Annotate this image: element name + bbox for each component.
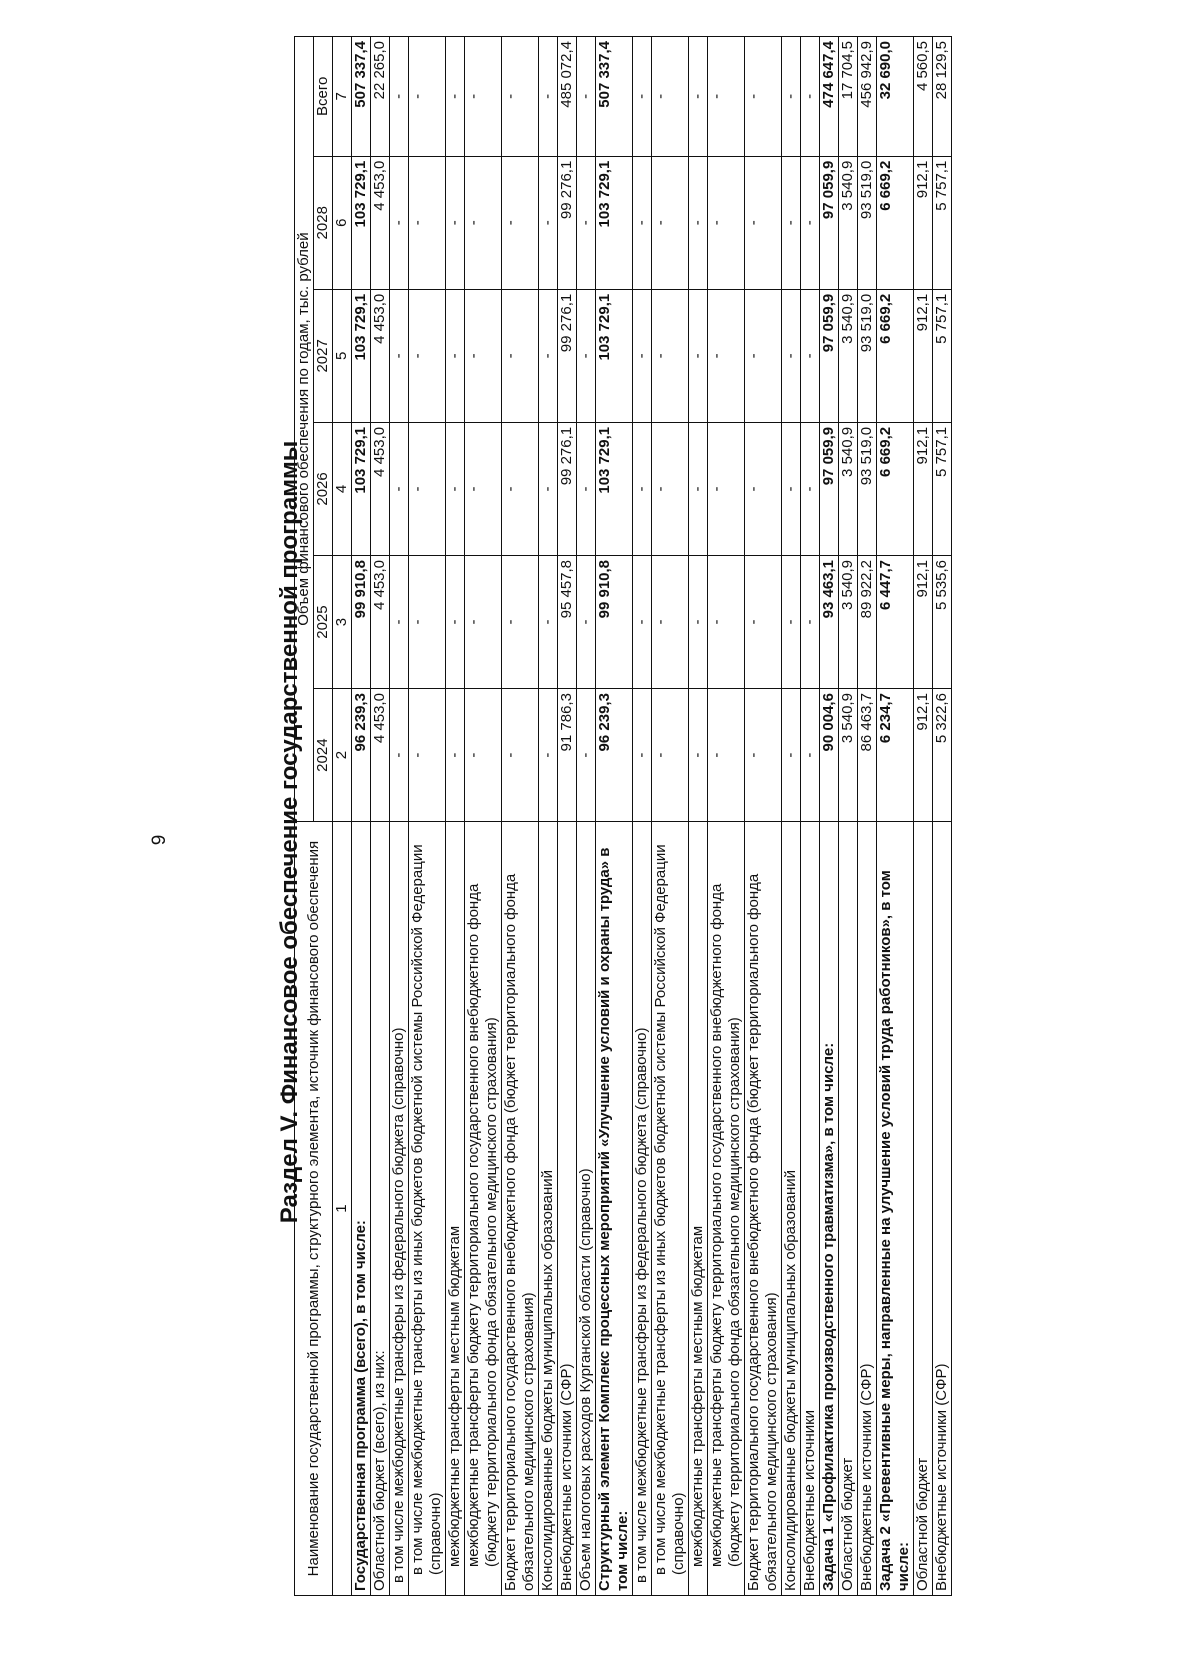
financing-table-wrapper [294,36,1060,1596]
row-year-value: - [465,422,502,555]
col-number-row [333,37,352,1596]
row-total-value: - [577,37,596,157]
row-total-value: - [465,37,502,157]
row-year-value: - [409,156,446,289]
row-label: Внебюджетные источники (СФР) [858,822,877,1596]
row-label: Структурный элемент Комплекс процессных мероприятий «Улучшение условий и охраны труда» в том числе: [596,822,633,1596]
row-total-value: - [652,37,689,157]
row-year-value: - [652,156,689,289]
row-total-value: - [539,37,558,157]
table-row [465,37,502,1596]
row-year-value: 103 729,1 [596,156,633,289]
row-year-value: 103 729,1 [596,422,633,555]
row-year-value: - [745,156,782,289]
row-year-value: 5 535,6 [933,555,952,688]
row-year-value: - [465,555,502,688]
table-row [577,37,596,1596]
row-year-value: - [465,689,502,822]
row-year-value: 90 004,6 [820,689,839,822]
row-year-value: 89 922,2 [858,555,877,688]
col-number: 5 [333,289,352,422]
row-year-value: - [633,555,652,688]
row-total-value: - [633,37,652,157]
year-header: 2028 [314,156,333,289]
row-total-value: - [446,37,465,157]
col-number: 2 [333,689,352,822]
row-year-value: - [801,422,820,555]
col-header-name: Наименование государственной программы, структурного элемента, источник финансового обеспечения [295,822,333,1596]
row-year-value: 86 463,7 [858,689,877,822]
row-year-value: 3 540,9 [839,555,858,688]
row-year-value: 99 276,1 [558,289,577,422]
col-number: 1 [333,822,352,1596]
table-row [446,37,465,1596]
row-year-value: - [689,689,708,822]
row-year-value: 6 447,7 [877,555,914,688]
row-year-value: 4 453,0 [371,422,390,555]
table-row [502,37,539,1596]
row-total-value: 32 690,0 [877,37,914,157]
row-year-value: 93 519,0 [858,289,877,422]
table-row [596,37,633,1596]
row-label: межбюджетные трансферты бюджету территориального государственного внебюджетного фонда (бюджету территориального фонда обязательного медицинского страхования) [465,822,502,1596]
row-year-value: 96 239,3 [596,689,633,822]
row-year-value: - [409,422,446,555]
row-year-value: - [409,289,446,422]
row-label: в том числе межбюджетные трансферты из иных бюджетов бюджетной системы Российской Федерации (справочно) [409,822,446,1596]
row-total-value: 485 072,4 [558,37,577,157]
year-header: 2026 [314,422,333,555]
row-year-value: 912,1 [914,289,933,422]
row-label: Задача 1 «Профилактика производственного травматизма», в том числе: [820,822,839,1596]
row-year-value: - [782,555,801,688]
row-year-value: - [390,555,409,688]
row-year-value: - [390,289,409,422]
row-total-value: - [745,37,782,157]
row-year-value: - [689,289,708,422]
row-year-value: 103 729,1 [352,289,371,422]
row-year-value: - [652,689,689,822]
row-year-value: - [502,555,539,688]
row-year-value: - [502,289,539,422]
row-total-value: - [502,37,539,157]
year-header: 2024 [314,689,333,822]
row-year-value: 6 669,2 [877,289,914,422]
row-label: в том числе межбюджетные трансферы из федерального бюджета (справочно) [390,822,409,1596]
row-year-value: - [745,422,782,555]
table-row [352,37,371,1596]
row-label: Консолидированные бюджеты муниципальных образований [782,822,801,1596]
row-year-value: - [633,422,652,555]
section-title: Раздел V. Финансовое обеспечение государственной программы [276,440,303,1224]
row-label: Бюджет территориального государственного внебюджетного фонда (бюджет территориального фонда обязательного медицинского страхования) [502,822,539,1596]
row-label: Внебюджетные источники (СФР) [558,822,577,1596]
total-header: Всего [314,37,333,157]
row-year-value: - [782,156,801,289]
table-row [801,37,820,1596]
row-year-value: - [782,289,801,422]
row-year-value: - [390,156,409,289]
table-row [652,37,689,1596]
col-number: 3 [333,555,352,688]
row-label: межбюджетные трансферты местным бюджетам [446,822,465,1596]
row-label: Областной бюджет [839,822,858,1596]
table-row [933,37,952,1596]
col-number: 6 [333,156,352,289]
row-year-value: - [708,289,745,422]
row-year-value: - [801,689,820,822]
row-year-value: - [539,555,558,688]
row-year-value: - [633,156,652,289]
row-total-value: 17 704,5 [839,37,858,157]
row-total-value: - [782,37,801,157]
row-label: межбюджетные трансферты местным бюджетам [689,822,708,1596]
row-year-value: - [652,555,689,688]
row-total-value: 22 265,0 [371,37,390,157]
row-total-value: 456 942,9 [858,37,877,157]
row-total-value: 507 337,4 [352,37,371,157]
row-year-value: - [801,555,820,688]
row-year-value: - [539,156,558,289]
row-year-value: 3 540,9 [839,422,858,555]
table-row [689,37,708,1596]
col-header-group: Объем финансового обеспечения по годам, тыс. рублей [295,37,314,822]
row-year-value: 912,1 [914,422,933,555]
row-label: в том числе межбюджетные трансферы из федерального бюджета (справочно) [633,822,652,1596]
row-total-value: 507 337,4 [596,37,633,157]
row-year-value: 5 757,1 [933,422,952,555]
row-year-value: - [708,689,745,822]
row-year-value: 103 729,1 [352,156,371,289]
row-total-value: 28 129,5 [933,37,952,157]
table-row [914,37,933,1596]
row-year-value: - [577,289,596,422]
row-year-value: - [409,689,446,822]
table-row [820,37,839,1596]
table-row [782,37,801,1596]
row-year-value: 5 757,1 [933,289,952,422]
col-number: 4 [333,422,352,555]
row-year-value: 93 463,1 [820,555,839,688]
row-label: межбюджетные трансферты бюджету территориального государственного внебюджетного фонда (бюджету территориального фонда обязательного медицинского страхования) [708,822,745,1596]
row-year-value: - [689,555,708,688]
financing-table [294,36,952,1596]
row-total-value: 4 560,5 [914,37,933,157]
row-year-value: 97 059,9 [820,156,839,289]
row-year-value: - [465,289,502,422]
row-year-value: 97 059,9 [820,422,839,555]
row-label: Государственная программа (всего), в том числе: [352,822,371,1596]
row-year-value: 4 453,0 [371,689,390,822]
row-total-value: - [390,37,409,157]
row-year-value: 3 540,9 [839,156,858,289]
row-year-value: 5 757,1 [933,156,952,289]
row-year-value: 103 729,1 [596,289,633,422]
row-year-value: - [745,289,782,422]
row-label: Внебюджетные источники (СФР) [933,822,952,1596]
row-year-value: - [689,156,708,289]
row-year-value: - [409,555,446,688]
row-year-value: - [782,689,801,822]
row-year-value: - [539,289,558,422]
row-year-value: - [577,689,596,822]
row-year-value: - [689,422,708,555]
row-year-value: - [708,422,745,555]
row-year-value: 912,1 [914,689,933,822]
row-year-value: - [446,156,465,289]
row-year-value: 4 453,0 [371,289,390,422]
page-number: 9 [149,834,170,846]
row-label: Консолидированные бюджеты муниципальных образований [539,822,558,1596]
row-year-value: - [652,289,689,422]
row-year-value: 103 729,1 [352,422,371,555]
col-number: 7 [333,37,352,157]
row-year-value: 97 059,9 [820,289,839,422]
row-year-value: - [446,689,465,822]
row-total-value: - [801,37,820,157]
table-row [708,37,745,1596]
row-year-value: 3 540,9 [839,289,858,422]
table-row [877,37,914,1596]
table-row [745,37,782,1596]
row-label: Бюджет территориального государственного внебюджетного фонда (бюджет территориального фонда обязательного медицинского страхования) [745,822,782,1596]
row-label: Объем налоговых расходов Курганской области (справочно) [577,822,596,1596]
table-row [390,37,409,1596]
row-year-value: - [801,156,820,289]
row-label: Внебюджетные источники [801,822,820,1596]
row-year-value: - [782,422,801,555]
row-year-value: 95 457,8 [558,555,577,688]
year-header: 2027 [314,289,333,422]
table-row [539,37,558,1596]
table-row [839,37,858,1596]
table-row [558,37,577,1596]
row-year-value: 99 910,8 [352,555,371,688]
row-year-value: 4 453,0 [371,156,390,289]
row-label: в том числе межбюджетные трансферты из иных бюджетов бюджетной системы Российской Федерации (справочно) [652,822,689,1596]
row-year-value: 93 519,0 [858,156,877,289]
row-year-value: - [502,422,539,555]
table-row [858,37,877,1596]
row-total-value: 474 647,4 [820,37,839,157]
row-year-value: - [390,689,409,822]
row-year-value: - [465,156,502,289]
table-row [409,37,446,1596]
row-year-value: 6 234,7 [877,689,914,822]
row-total-value: - [708,37,745,157]
row-year-value: - [801,289,820,422]
row-label: Областной бюджет (всего), из них: [371,822,390,1596]
row-year-value: - [446,289,465,422]
row-year-value: - [539,422,558,555]
row-year-value: 912,1 [914,156,933,289]
row-year-value: - [577,156,596,289]
row-year-value: - [745,689,782,822]
row-total-value: - [409,37,446,157]
row-year-value: - [633,289,652,422]
row-year-value: 99 910,8 [596,555,633,688]
row-year-value: - [633,689,652,822]
row-year-value: 5 322,6 [933,689,952,822]
row-year-value: - [446,422,465,555]
row-year-value: 6 669,2 [877,156,914,289]
row-year-value: - [502,156,539,289]
row-year-value: 93 519,0 [858,422,877,555]
row-year-value: 912,1 [914,555,933,688]
row-total-value: - [689,37,708,157]
row-year-value: - [390,422,409,555]
row-year-value: - [577,422,596,555]
year-header: 2025 [314,555,333,688]
row-label: Задача 2 «Превентивные меры, направленные на улучшение условий труда работников», в том числе: [877,822,914,1596]
row-year-value: 99 276,1 [558,156,577,289]
table-row [633,37,652,1596]
row-year-value: 91 786,3 [558,689,577,822]
row-year-value: 3 540,9 [839,689,858,822]
row-label: Областной бюджет [914,822,933,1596]
row-year-value: 96 239,3 [352,689,371,822]
row-year-value: - [652,422,689,555]
table-row [371,37,390,1596]
row-year-value: - [708,156,745,289]
table-body [352,37,952,1596]
row-year-value: - [577,555,596,688]
row-year-value: - [708,555,745,688]
row-year-value: - [539,689,558,822]
row-year-value: 6 669,2 [877,422,914,555]
row-year-value: 4 453,0 [371,555,390,688]
row-year-value: - [502,689,539,822]
row-year-value: - [446,555,465,688]
row-year-value: 99 276,1 [558,422,577,555]
row-year-value: - [745,555,782,688]
